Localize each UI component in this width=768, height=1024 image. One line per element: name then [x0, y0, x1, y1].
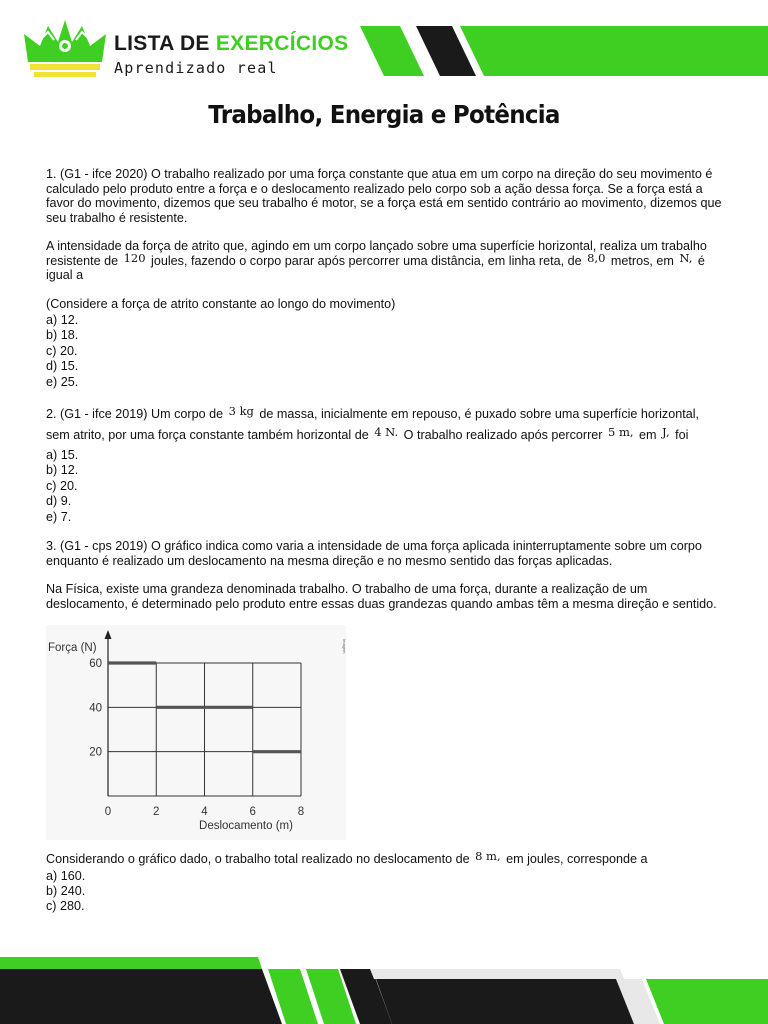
question-2-statement — [46, 404, 726, 446]
q2-text-c: O trabalho realizado após percorrer — [400, 428, 606, 443]
question-1-prompt — [46, 239, 726, 283]
page-header — [0, 0, 768, 90]
y-axis-label: Força (N) — [48, 642, 97, 655]
force-displacement-chart — [46, 625, 346, 840]
y-tick-label: 60 — [89, 658, 102, 671]
q3-text-b: em joules, corresponde a — [502, 852, 648, 867]
q2-math-distance: 5 m, — [607, 425, 634, 440]
q2-math-unit: J, — [662, 425, 670, 440]
option-item: b) 240. — [46, 883, 86, 898]
image-credit: Imagem — [342, 639, 347, 654]
option-item: b) 12. — [46, 463, 79, 478]
q2-math-mass: 3 kg — [228, 404, 254, 419]
brand-title — [114, 32, 348, 56]
question-3-context: Na Física, existe uma grandeza denominada trabalho. O trabalho de uma força, durante a realização de um deslocamento, é determinado pelo produto entre essas duas grandezas quando ambas têm a mesma direção e sentido. — [46, 582, 717, 611]
option-item: c) 20. — [46, 478, 78, 493]
x-tick-label: 6 — [249, 806, 256, 819]
x-axis-label: Deslocamento (m) — [199, 820, 293, 833]
option-item: c) 280. — [46, 899, 85, 914]
q1-math-unit: N, — [679, 250, 693, 265]
q3-text-a: Considerando o gráfico dado, o trabalho total realizado no deslocamento de — [46, 852, 474, 867]
x-tick-label: 8 — [297, 806, 305, 819]
y-tick-label: 40 — [89, 702, 102, 715]
question-3-prompt — [46, 849, 726, 867]
question-3-options — [46, 869, 726, 915]
document-title: Trabalho, Energia e Potência — [208, 100, 560, 129]
option-item: c) 20. — [46, 343, 78, 358]
option-item: a) 160. — [46, 868, 86, 883]
brand-text — [114, 32, 348, 78]
footer-stripes-decoration — [0, 955, 768, 1024]
option-item: e) 25. — [46, 374, 79, 389]
q2-math-force: 4 N. — [374, 425, 399, 440]
question-1-statement: 1. (G1 - ifce 2020) O trabalho realizado por uma força constante que atua em um corpo na direção do seu movimento é calculado pelo produto entre a força e o deslocamento realizado pelo corpo sob a ação dessa força. Se a força está a favor do movimento, dizemos que seu trabalho é motor, se a força está em sentido contrário ao movimento, dizemos que seu trabalho é resistente. — [46, 167, 722, 225]
header-stripes-decoration — [360, 26, 768, 76]
question-3-statement: 3. (G1 - cps 2019) O gráfico indica como varia a intensidade de uma força aplicada ininterruptamente sobre um corpo enquanto é realizado um deslocamento na mesma direção e no mesmo sentido das forças aplicadas. — [46, 539, 702, 568]
q1-text-d: é igual a — [46, 253, 705, 282]
option-item: d) 15. — [46, 359, 79, 374]
question-2-options — [46, 448, 726, 525]
q3-math-distance: 8 m, — [475, 849, 501, 864]
brand-title-part1: LISTA DE — [114, 32, 210, 55]
option-item: d) 9. — [46, 494, 72, 509]
brand-title-part2: EXERCÍCIOS — [215, 32, 349, 55]
option-item: a) 15. — [46, 448, 79, 463]
option-item: b) 18. — [46, 328, 79, 343]
q1-math-distance: 8,0 — [587, 250, 606, 265]
question-1-options — [46, 313, 726, 390]
option-item: e) 7. — [46, 509, 72, 524]
y-tick-label: 20 — [89, 746, 102, 759]
question-1-note: (Considere a força de atrito constante ao longo do movimento) — [46, 296, 396, 311]
q2-text-d: em — [635, 428, 661, 443]
q1-text-b: joules, fazendo o corpo parar após percorrer uma distância, em linha reta, de — [147, 253, 586, 268]
q2-text-e: foi — [671, 428, 689, 443]
x-tick-label: 2 — [153, 806, 160, 819]
brand-tagline: Aprendizado real — [114, 59, 278, 77]
q1-text-c: metros, em — [607, 253, 678, 268]
crown-logo-icon — [22, 16, 108, 78]
q2-text-a: 2. (G1 - ifce 2019) Um corpo de — [46, 407, 227, 422]
x-tick-label: 4 — [201, 806, 208, 819]
option-item: a) 12. — [46, 313, 79, 327]
chart-svg — [46, 625, 346, 840]
x-tick-label: 0 — [104, 806, 112, 819]
q1-text-a: A intensidade da força de atrito que, agindo em um corpo lançado sobre uma superfície horizontal, realiza um trabalho resistente de — [46, 239, 707, 268]
q2-text-b: de massa, inicialmente em repouso, é puxado sobre uma superfície horizontal, sem atrito, por uma força constante também horizontal de — [46, 407, 700, 443]
q1-math-work: 120 — [123, 250, 146, 265]
exercise-list — [46, 167, 726, 929]
